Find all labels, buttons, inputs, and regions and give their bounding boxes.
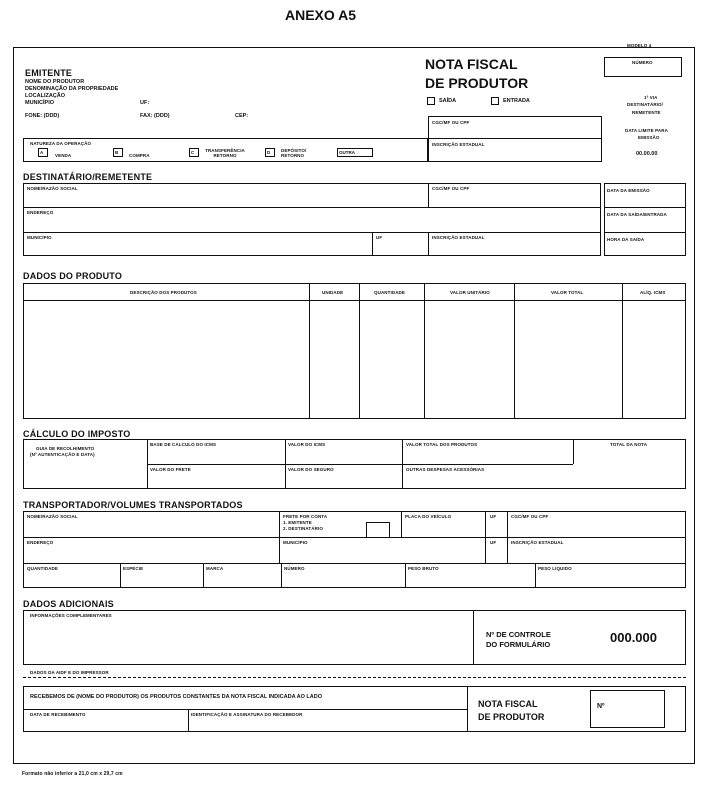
imposto-valor-produtos: VALOR TOTAL DOS PRODUTOS <box>406 442 478 447</box>
imposto-guia-line1: GUIA DE RECOLHIMENTO <box>36 446 95 451</box>
emitente-line-localizacao: LOCALIZAÇÃO <box>25 93 66 99</box>
transp-quantidade-label: QUANTIDADE <box>27 566 58 571</box>
aidf-label: DADOS DA AIDF E DO IMPRESSOR <box>30 670 109 675</box>
emitente-line-nome: NOME DO PRODUTOR <box>25 79 85 85</box>
footnote: Formato não inferior a 21,0 cm x 29,7 cm <box>22 771 123 777</box>
recibo-row-col-divider <box>188 709 189 732</box>
transp-numero-label: NÚMERO <box>284 566 305 571</box>
dest-dates-divider-1 <box>604 207 686 208</box>
emitente-title: EMITENTE <box>25 68 73 78</box>
via-line1: 1ª VIA <box>644 95 658 100</box>
transp-frete-box[interactable] <box>366 522 390 538</box>
transp-endereco-label: ENDEREÇO <box>27 540 54 545</box>
transp-col-divider-6 <box>203 563 204 588</box>
adicionais-title: DADOS ADICIONAIS <box>23 599 114 609</box>
imposto-valor-seguro: VALOR DO SEGURO <box>288 467 334 472</box>
imposto-base-icms: BASE DE CÁLCULO DO ICMS <box>150 442 217 447</box>
controle-line1: Nº DE CONTROLE <box>486 630 551 639</box>
controle-line2: DO FORMULÁRIO <box>486 640 551 649</box>
dest-col-divider-1 <box>428 183 429 207</box>
recibo-nf-line1: NOTA FISCAL <box>478 699 538 709</box>
imposto-outras-despesas: OUTRAS DESPESAS ACESSÓRIAS <box>406 467 485 472</box>
via-line2: DESTINATÁRIO/ <box>627 102 663 107</box>
produto-col-divider-4 <box>514 283 515 419</box>
dest-row-divider-2 <box>23 232 601 233</box>
produto-col-divider-3 <box>424 283 425 419</box>
transportador-box <box>23 511 686 588</box>
dest-col-divider-2 <box>372 232 373 256</box>
emitente-inscricao-label: INSCRIÇÃO ESTADUAL <box>432 142 485 147</box>
transp-col-divider-2 <box>401 511 402 537</box>
data-limite-line2: EMISSÃO <box>638 135 660 140</box>
entrada-label: ENTRADA <box>503 98 530 104</box>
dest-data-emissao-label: DATA DA EMISSÃO <box>607 188 650 193</box>
op-compra-code: B <box>115 150 119 155</box>
op-transferencia-code: C <box>191 150 195 155</box>
page-title: ANEXO A5 <box>285 7 357 23</box>
dest-nome-label: NOME/RAZÃO SOCIAL <box>27 186 78 191</box>
emitente-cep: CEP: <box>235 113 249 119</box>
dest-col-divider-3 <box>428 232 429 256</box>
recibo-text: RECEBEMOS DE (NOME DO PRODUTOR) OS PRODUTOS CONSTANTES DA NOTA FISCAL INDICADA AO LADO <box>30 694 323 700</box>
adicionais-box <box>23 610 686 665</box>
op-compra-checkbox[interactable] <box>113 148 123 157</box>
op-venda-code: A <box>40 150 44 155</box>
dest-endereco-label: ENDEREÇO <box>27 210 54 215</box>
transp-uf-label: UF <box>490 514 497 519</box>
recibo-row-divider <box>23 709 467 710</box>
transp-frete-line1: FRETE POR CONTA <box>283 514 328 519</box>
transp-uf2-label: UF <box>490 540 497 545</box>
imposto-col-divider-4 <box>573 439 574 464</box>
imposto-guia-line2: (Nº AUTENTICAÇÃO E DATA) <box>30 452 95 457</box>
produto-col-valor-total: VALOR TOTAL <box>551 290 584 295</box>
transp-row-divider-2 <box>23 563 686 564</box>
data-limite-line1: DATA LIMITE PARA <box>625 128 668 133</box>
recibo-data-label: DATA DE RECEBIMENTO <box>30 712 86 717</box>
transportador-title: TRANSPORTADOR/VOLUMES TRANSPORTADOS <box>23 500 243 510</box>
imposto-total-nota: TOTAL DA NOTA <box>610 442 648 447</box>
transp-peso-liquido-label: PESO LÍQUIDO <box>538 566 572 571</box>
entrada-checkbox[interactable] <box>491 97 499 105</box>
dest-dates-box <box>604 183 686 256</box>
destinatario-box <box>23 183 601 256</box>
emitente-fone: FONE: (DDD) <box>25 113 60 119</box>
emitente-line-municipio: MUNICÍPIO <box>25 100 55 106</box>
dest-uf-label: UF <box>376 235 383 240</box>
produto-header-divider <box>23 300 686 301</box>
produto-col-unidade: UNIDADE <box>322 290 344 295</box>
op-outra-label: OUTRA <box>339 150 355 155</box>
destinatario-title: DESTINATÁRIO/REMETENTE <box>23 172 153 182</box>
produto-title: DADOS DO PRODUTO <box>23 271 123 281</box>
produto-col-divider-1 <box>309 283 310 419</box>
emitente-fax: FAX: (DDD) <box>140 113 170 119</box>
transp-row-divider-1 <box>23 537 686 538</box>
dest-row-divider-1 <box>23 207 601 208</box>
transp-col-divider-7 <box>281 563 282 588</box>
produto-col-descricao: DESCRIÇÃO DOS PRODUTOS <box>130 290 197 295</box>
imposto-row-divider <box>147 464 573 465</box>
transp-col-divider-4 <box>507 511 508 563</box>
transp-marca-label: MARCA <box>206 566 224 571</box>
op-deposito-label: DEPÓSITO/ RETORNO <box>281 148 307 158</box>
produto-table <box>23 283 686 419</box>
dest-dates-divider-2 <box>604 232 686 233</box>
op-deposito-code: D <box>267 150 271 155</box>
produto-col-divider-2 <box>359 283 360 419</box>
imposto-valor-frete: VALOR DO FRETE <box>150 467 191 472</box>
transp-inscricao-label: INSCRIÇÃO ESTADUAL <box>511 540 564 545</box>
numero-label: NÚMERO <box>632 60 653 65</box>
nota-fiscal-title-line1: NOTA FISCAL <box>425 56 518 72</box>
op-compra-label: COMPRA <box>129 153 150 158</box>
emitente-line-propriedade: DENOMINAÇÃO DA PROPRIEDADE <box>25 86 119 92</box>
transp-frete-line2: 1. EMITENTE <box>283 520 312 525</box>
transp-col-divider-9 <box>535 563 536 588</box>
op-venda-checkbox[interactable] <box>38 148 48 157</box>
nota-fiscal-title-line2: DE PRODUTOR <box>425 75 529 91</box>
aidf-underline <box>23 677 686 678</box>
transp-col-divider-1 <box>279 511 280 563</box>
transp-frete-line3: 2. DESTINATÁRIO <box>283 526 323 531</box>
produto-col-aliquota: ALÍQ. ICMS <box>640 290 666 295</box>
op-transferencia-label: TRANSFERÊNCIA RETORNO <box>205 148 245 158</box>
transp-col-divider-8 <box>405 563 406 588</box>
saida-checkbox[interactable] <box>427 97 435 105</box>
recibo-col-divider <box>467 686 468 732</box>
dest-cgc-label: CGC/MF OU CPF <box>432 186 470 191</box>
dest-municipio-label: MUNICÍPIO <box>27 235 52 240</box>
transp-cgc-label: CGC/MF OU CPF <box>511 514 549 519</box>
produto-col-quantidade: QUANTIDADE <box>374 290 405 295</box>
transp-especie-label: ESPÉCIE <box>123 566 144 571</box>
op-venda-label: VENDA <box>55 153 72 158</box>
adicionais-col-divider <box>473 610 474 665</box>
op-deposito-checkbox[interactable] <box>265 148 275 157</box>
dest-inscricao-label: INSCRIÇÃO ESTADUAL <box>432 235 485 240</box>
data-limite-value: 00.00.00 <box>636 151 658 157</box>
emitente-uf: UF: <box>140 100 150 106</box>
emitente-cgc-label: CGC/MF OU CPF <box>432 120 470 125</box>
emitente-cgc-divider <box>428 138 602 139</box>
adicionais-info-label: INFORMAÇÕES COMPLEMENTARES <box>30 613 112 618</box>
imposto-title: CÁLCULO DO IMPOSTO <box>23 429 131 439</box>
produto-col-valor-unitario: VALOR UNITÁRIO <box>450 290 490 295</box>
recibo-numero-label: Nº <box>597 703 605 710</box>
transp-col-divider-3 <box>485 511 486 563</box>
via-line3: REMETENTE <box>632 110 661 115</box>
recibo-nf-line2: DE PRODUTOR <box>478 712 545 722</box>
natureza-label: NATUREZA DA OPERAÇÃO <box>30 141 92 146</box>
produto-col-divider-5 <box>622 283 623 419</box>
transp-nome-label: NOME/RAZÃO SOCIAL <box>27 514 78 519</box>
saida-label: SAÍDA <box>439 98 457 104</box>
controle-value: 000.000 <box>610 630 657 645</box>
recibo-identificacao-label: IDENTIFICAÇÃO E ASSINATURA DO RECEBEDOR <box>191 712 303 717</box>
op-outra-checkbox[interactable] <box>337 148 373 157</box>
dest-hora-saida-label: HORA DA SAÍDA <box>607 237 645 242</box>
modelo-label: MODELO 4 <box>627 43 652 48</box>
transp-placa-label: PLACA DO VEÍCULO <box>405 514 452 519</box>
transp-col-divider-5 <box>120 563 121 588</box>
dest-data-saida-label: DATA DA SAÍDA/ENTRADA <box>607 212 667 217</box>
imposto-valor-icms: VALOR DO ICMS <box>288 442 326 447</box>
transp-peso-bruto-label: PESO BRUTO <box>408 566 439 571</box>
op-transferencia-checkbox[interactable] <box>189 148 199 157</box>
transp-municipio-label: MUNICÍPIO <box>283 540 308 545</box>
